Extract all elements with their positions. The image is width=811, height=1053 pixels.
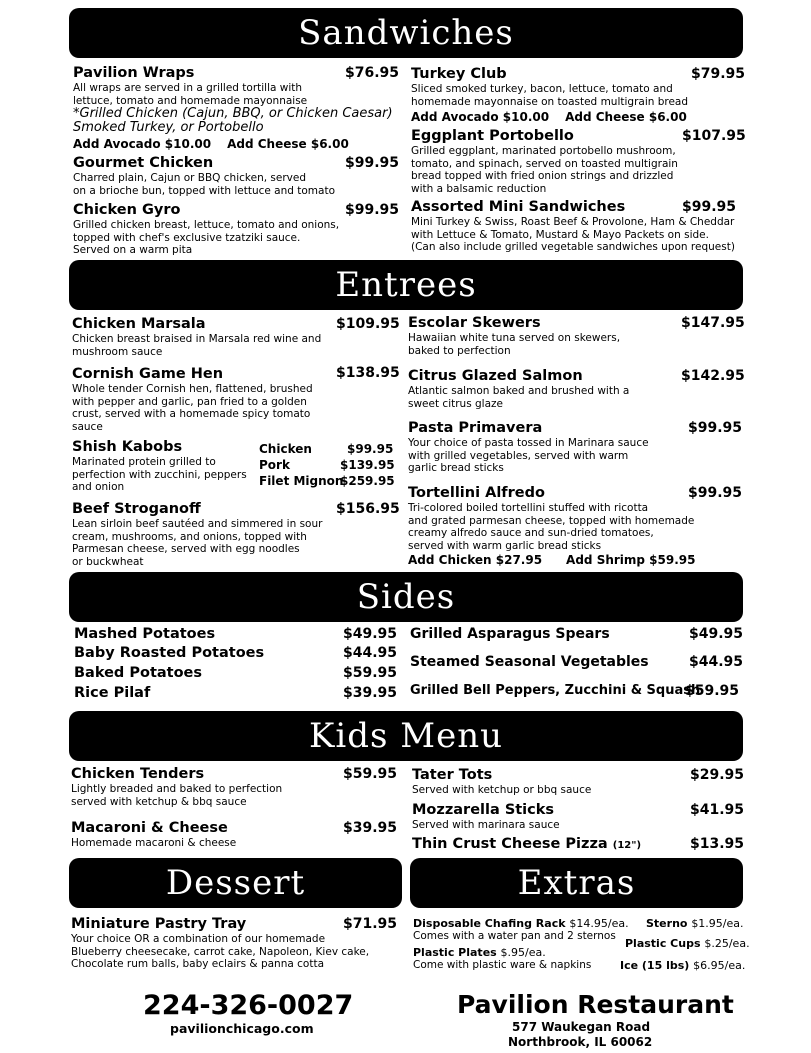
menu-item-tortellini-alfredo <box>408 485 712 568</box>
item-name: Chicken Marsala <box>72 316 206 332</box>
item-desc: and grated parmesan cheese, topped with homemade <box>408 514 695 527</box>
pizza-name: Thin Crust Cheese Pizza <box>412 836 608 852</box>
website-link[interactable]: pavilionchicago.com <box>170 1021 314 1036</box>
item-name: Shish Kabobs <box>72 439 183 455</box>
item-desc: All wraps are served in a grilled tortilla with <box>73 82 303 94</box>
side-item-name: Mashed Potatoes <box>74 626 216 642</box>
item-desc: with pepper and garlic, pan fried to a golden <box>72 395 307 408</box>
item-price: $107.95 <box>682 128 746 144</box>
item-name: Pasta Primavera <box>408 420 543 436</box>
extra-chafing-rack <box>413 917 629 943</box>
item-addons <box>73 137 393 152</box>
menu-item-chicken-marsala <box>72 316 321 358</box>
extra-label: Plastic Plates <box>413 946 497 959</box>
item-name: Turkey Club <box>411 66 507 82</box>
item-desc: Atlantic salmon baked and brushed with a <box>408 385 630 397</box>
menu-item-pastry-tray <box>71 916 369 971</box>
extra-sterno <box>646 917 744 930</box>
sides-header: Sides <box>69 572 743 622</box>
menu-item-chicken-tenders <box>71 766 282 808</box>
item-desc: baked to perfection <box>408 344 511 357</box>
item-option: Smoked Turkey, or Portobello <box>73 120 264 135</box>
side-item-price: $44.95 <box>343 645 398 661</box>
item-desc: lettuce, tomato and homemade mayonnaise <box>73 94 308 107</box>
menu-item-pizza <box>412 836 641 854</box>
item-desc: Homemade macaroni & cheese <box>71 837 237 849</box>
item-desc: or buckwheat <box>72 555 144 568</box>
addon: Add Avocado $10.00 <box>73 137 212 151</box>
item-name <box>412 836 641 854</box>
side-item-price: $59.95 <box>343 665 398 681</box>
address-line-2: Northbrook, IL 60062 <box>508 1035 653 1049</box>
item-desc: mushroom sauce <box>72 345 163 358</box>
item-desc: Chicken breast braised in Marsala red wine and <box>72 333 322 345</box>
item-price: $41.95 <box>690 802 745 818</box>
side-item-price: $39.95 <box>343 685 398 701</box>
item-desc: Tri-colored boiled tortellini stuffed with ricotta <box>408 502 649 514</box>
extra-price: $14.95/ea. <box>569 917 629 930</box>
item-desc: on a brioche bun, topped with lettuce and tomato <box>73 184 336 197</box>
extra-price: $6.95/ea. <box>693 959 746 972</box>
item-desc: Sliced smoked turkey, bacon, lettuce, tomato and <box>411 83 673 95</box>
item-desc: Served with ketchup or bbq sauce <box>412 784 592 796</box>
item-name: Citrus Glazed Salmon <box>408 368 583 384</box>
address-line-1: 577 Waukegan Road <box>512 1020 651 1034</box>
phone-number[interactable]: 224-326-0027 <box>143 990 354 1021</box>
side-item-name: Grilled Bell Peppers, Zucchini & Squash <box>410 683 701 698</box>
item-desc: tomato, and spinach, served on toasted multigrain <box>411 157 678 170</box>
item-desc: sauce <box>72 420 103 433</box>
item-desc: with Lettuce & Tomato, Mustard & Mayo Packets on side. <box>411 228 709 241</box>
item-desc: Whole tender Cornish hen, flattened, brushed <box>72 383 313 395</box>
sandwiches-header: Sandwiches <box>69 8 743 58</box>
extra-price: $1.95/ea. <box>691 917 744 930</box>
kids-menu-header: Kids Menu <box>69 711 743 761</box>
item-price: $109.95 <box>336 316 400 332</box>
menu-item-pasta-primavera <box>408 420 649 475</box>
kabob-option-label: Chicken <box>259 442 312 456</box>
extra-ice <box>620 959 745 972</box>
item-desc: perfection with zucchini, peppers <box>72 468 247 481</box>
item-price: $13.95 <box>690 836 745 852</box>
kabob-option-price: $259.95 <box>340 474 395 488</box>
side-item-price: $49.95 <box>343 626 398 642</box>
item-desc: topped with chef's exclusive tzatziki sauce. <box>73 231 301 244</box>
side-item-price: $59.95 <box>685 683 740 699</box>
extra-name <box>413 946 591 959</box>
item-desc: with a balsamic reduction <box>411 182 547 195</box>
extra-price: $.25/ea. <box>704 937 750 950</box>
item-price: $99.95 <box>688 485 743 501</box>
addon: Add Cheese $6.00 <box>227 137 349 151</box>
item-price: $79.95 <box>691 66 746 82</box>
menu-item-cornish-hen <box>72 366 313 433</box>
item-name: Macaroni & Cheese <box>71 820 228 836</box>
item-name: Chicken Gyro <box>73 202 181 218</box>
addon: Add Cheese $6.00 <box>565 110 687 124</box>
item-desc: Your choice of pasta tossed in Marinara sauce <box>408 437 649 449</box>
item-desc: Lean sirloin beef sautéed and simmered in sour <box>72 518 323 530</box>
item-desc: (Can also include grilled vegetable sandwiches upon request) <box>411 241 735 253</box>
extra-name <box>413 917 629 930</box>
addon: Add Avocado $10.00 <box>411 110 550 124</box>
kabob-option-label: Filet Mignon <box>259 474 344 488</box>
side-item-price: $49.95 <box>689 626 744 642</box>
item-price: $99.95 <box>682 199 737 215</box>
kabob-option-label: Pork <box>259 458 290 472</box>
item-name: Beef Stroganoff <box>72 501 201 517</box>
item-desc: crust, served with a homemade spicy tomato <box>72 408 311 420</box>
menu-item-mac-cheese <box>71 820 236 850</box>
extra-plastic-cups <box>625 937 750 950</box>
item-price: $59.95 <box>343 766 398 782</box>
addon: Add Chicken $27.95 <box>408 553 543 567</box>
item-price: $138.95 <box>336 365 400 381</box>
side-item-name: Baby Roasted Potatoes <box>74 645 265 661</box>
item-name: Assorted Mini Sandwiches <box>411 199 626 215</box>
extra-label: Ice (15 lbs) <box>620 959 690 972</box>
item-desc: cream, mushrooms, and onions, topped with <box>72 530 307 543</box>
item-addons <box>408 553 712 568</box>
item-desc: Parmesan cheese, served with egg noodles <box>72 543 300 555</box>
item-desc: Your choice OR a combination of our homemade <box>71 933 326 945</box>
item-price: $99.95 <box>345 202 400 218</box>
side-item-name: Steamed Seasonal Vegetables <box>410 654 649 670</box>
item-name: Mozzarella Sticks <box>412 802 555 818</box>
item-name: Miniature Pastry Tray <box>71 916 247 932</box>
item-price: $99.95 <box>688 420 743 436</box>
extra-label: Plastic Cups <box>625 937 701 950</box>
item-price: $156.95 <box>336 501 400 517</box>
menu-item-eggplant-portobello <box>411 128 678 195</box>
item-desc: Hawaiian white tuna served on skewers, <box>408 332 621 344</box>
item-desc: Blueberry cheesecake, carrot cake, Napoleon, Kiev cake, <box>71 945 370 958</box>
item-desc: garlic bread sticks <box>408 462 504 474</box>
pizza-size: (12") <box>612 840 642 851</box>
item-desc: sweet citrus glaze <box>408 397 504 410</box>
kabob-option-price: $99.95 <box>347 442 394 456</box>
extra-price: $.95/ea. <box>500 946 546 959</box>
side-item-name: Rice Pilaf <box>74 685 151 701</box>
kabob-option-price: $139.95 <box>340 458 395 472</box>
extra-plastic-plates <box>413 946 591 972</box>
menu-item-beef-stroganoff <box>72 501 322 568</box>
side-item-name: Grilled Asparagus Spears <box>410 626 610 642</box>
item-desc: Grilled eggplant, marinated portobello mushroom, <box>411 145 676 157</box>
item-desc: served with warm garlic bread sticks <box>408 539 602 552</box>
item-price: $76.95 <box>345 65 400 81</box>
item-desc: served with ketchup & bbq sauce <box>71 795 247 808</box>
item-price: $147.95 <box>681 315 745 331</box>
item-option: *Grilled Chicken (Cajun, BBQ, or Chicken Caesar) <box>73 106 393 121</box>
item-desc: Served with marinara sauce <box>412 819 560 831</box>
menu-item-tater-tots <box>412 767 591 797</box>
side-item-name: Baked Potatoes <box>74 665 203 681</box>
item-name: Escolar Skewers <box>408 315 541 331</box>
item-addons <box>411 110 703 125</box>
menu-item-gourmet-chicken <box>73 155 335 197</box>
item-desc: Charred plain, Cajun or BBQ chicken, served <box>73 172 306 184</box>
menu-item-mozzarella-sticks <box>412 802 560 832</box>
item-desc: bread topped with fried onion strings and drizzled <box>411 170 674 182</box>
item-desc: Mini Turkey & Swiss, Roast Beef & Provolone, Ham & Cheddar <box>411 216 735 228</box>
menu-item-turkey-club <box>411 66 703 125</box>
menu-item-escolar-skewers <box>408 315 620 357</box>
extra-label: Sterno <box>646 917 688 930</box>
menu-item-shish-kabobs <box>72 439 247 494</box>
addon: Add Shrimp $59.95 <box>566 553 696 567</box>
item-desc: with grilled vegetables, served with warm <box>408 449 629 462</box>
entrees-header: Entrees <box>69 260 743 310</box>
item-price: $29.95 <box>690 767 745 783</box>
item-name: Eggplant Portobello <box>411 128 574 144</box>
extra-desc: Come with plastic ware & napkins <box>413 959 592 971</box>
menu-item-chicken-gyro <box>73 202 339 257</box>
item-desc: Chocolate rum balls, baby eclairs & panna cotta <box>71 958 325 970</box>
item-name: Cornish Game Hen <box>72 366 224 382</box>
item-price: $71.95 <box>343 916 398 932</box>
item-desc: Marinated protein grilled to <box>72 456 216 468</box>
item-price: $39.95 <box>343 820 398 836</box>
item-name: Gourmet Chicken <box>73 155 214 171</box>
menu-item-citrus-salmon <box>408 368 629 410</box>
item-name: Tater Tots <box>412 767 493 783</box>
extras-header: Extras <box>410 858 743 908</box>
extra-desc: Comes with a water pan and 2 sternos <box>413 930 616 942</box>
item-desc: Served on a warm pita <box>73 244 193 256</box>
restaurant-name: Pavilion Restaurant <box>457 990 734 1019</box>
item-price: $99.95 <box>345 155 400 171</box>
item-desc: homemade mayonnaise on toasted multigrain bread <box>411 95 689 108</box>
item-desc: and onion <box>72 481 125 493</box>
item-name: Chicken Tenders <box>71 766 205 782</box>
item-name: Pavilion Wraps <box>73 65 195 81</box>
extra-label: Disposable Chafing Rack <box>413 917 566 930</box>
item-desc: Grilled chicken breast, lettuce, tomato and onions, <box>73 219 340 231</box>
side-item-price: $44.95 <box>689 654 744 670</box>
dessert-header: Dessert <box>69 858 402 908</box>
item-price: $142.95 <box>681 368 745 384</box>
item-desc: creamy alfredo sauce and sun-dried tomatoes, <box>408 527 654 539</box>
item-desc: Lightly breaded and baked to perfection <box>71 783 283 795</box>
item-name: Tortellini Alfredo <box>408 485 545 501</box>
